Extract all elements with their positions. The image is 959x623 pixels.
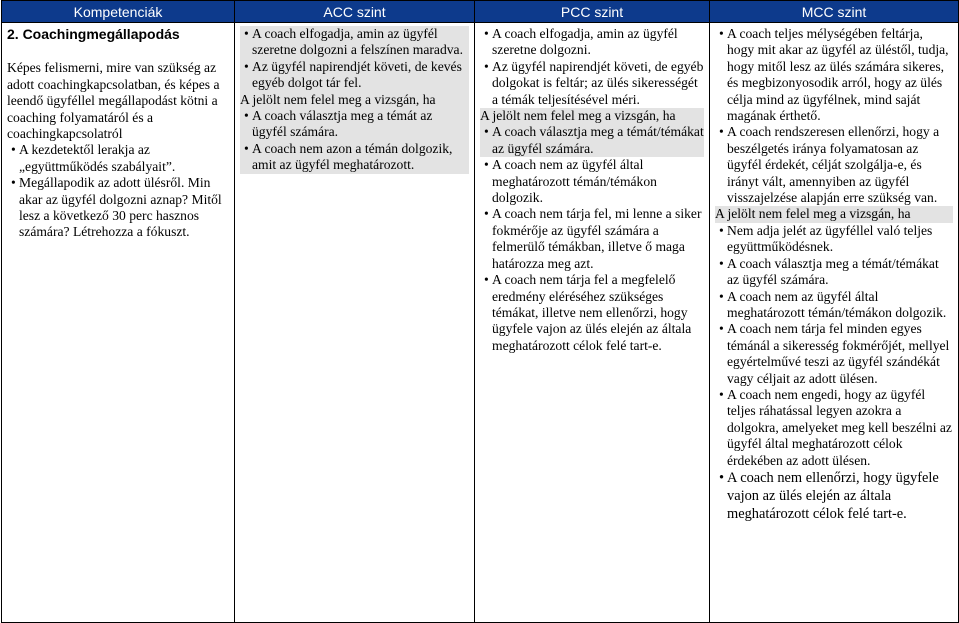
competency-bullet: • Megállapodik az adott ülésről. Min akar az ügyfél dolgozni aznap? Mitől lesz a következő 30 perc hasznos számára? Létrehozza a fókuszt. bbox=[7, 175, 229, 241]
pcc-bullet: • A coach elfogadja, amin az ügyfél szeretne dolgozni. bbox=[480, 26, 704, 59]
header-competencies: Kompetenciák bbox=[2, 1, 235, 23]
mcc-bullet: • A coach rendszeresen ellenőrzi, hogy a beszélgetés iránya folyamatosan az ügyfél érdekét, célját szolgálja-e, és irányt vált, amennyiben az ügyfél visszajelzése alapján erre szükség van. bbox=[715, 124, 953, 206]
acc-bullet: • A coach elfogadja, amin az ügyfél szeretne dolgozni a felszínen maradva. bbox=[240, 26, 469, 59]
acc-cell bbox=[235, 23, 475, 623]
competency-title: 2. Coachingmegállapodás bbox=[7, 26, 180, 42]
pcc-fail-bullet: • A coach nem az ügyfél által meghatározott témán/témákon dolgozik. bbox=[480, 157, 704, 206]
pcc-fail-bullet: • A coach nem tárja fel, mi lenne a siker fokmérője az ügyfél számára a felmerülő témákban, illetve ő maga határozza meg azt. bbox=[480, 206, 704, 272]
competency-cell bbox=[2, 23, 235, 623]
acc-fail-bullet: • A coach választja meg a témát az ügyfél számára. bbox=[240, 108, 469, 141]
acc-fail-lead: A jelölt nem felel meg a vizsgán, ha bbox=[240, 92, 469, 108]
acc-bullet: • Az ügyfél napirendjét követi, de kevés egyéb dolgot tár fel. bbox=[240, 59, 469, 92]
header-pcc-level: PCC szint bbox=[475, 1, 710, 23]
competency-table bbox=[1, 0, 959, 623]
mcc-cell bbox=[710, 23, 959, 623]
pcc-fail-bullet: • A coach nem tárja fel a megfelelő eredmény eléréséhez szükséges témákat, illetve nem ellenőrzi, hogy ügyfele vajon az ülés elején az általa meghatározott célok felé tart-e. bbox=[480, 272, 704, 354]
mcc-fail-bullet: • A coach nem engedi, hogy az ügyfél teljes ráhatással legyen azokra a dolgokra, amelyeket meg kell beszélni az ügyfél által meghatározott célok érdekében az adott ülésen. bbox=[715, 387, 953, 469]
competency-bullet: • A kezdetektől lerakja az „együttműködés szabályait”. bbox=[7, 142, 229, 175]
acc-fail-bullet: • A coach nem azon a témán dolgozik, amit az ügyfél meghatározott. bbox=[240, 141, 469, 174]
mcc-bullet: • A coach teljes mélységében feltárja, hogy mit akar az ügyfél az üléstől, tudja, hogy mitől lesz az ülés számára sikeres, és megbizonyosodik arról, hogy az ülés célja mind az ügyfélnek, mind saját magának érthető. bbox=[715, 26, 953, 124]
mcc-fail-lead: A jelölt nem felel meg a vizsgán, ha bbox=[715, 206, 953, 222]
mcc-fail-bullet: • A coach nem tárja fel minden egyes témánál a sikeresség fokmérőjét, mellyel egyértelművé teszi az ügyfél szándékát vagy céljait az adott ülésen. bbox=[715, 321, 953, 387]
mcc-fail-bullet: • A coach választja meg a témát/témákat az ügyfél számára. bbox=[715, 256, 953, 289]
mcc-fail-bullet: • A coach nem ellenőrzi, hogy ügyfele vajon az ülés elején az általa meghatározott célok felé tart-e. bbox=[715, 469, 953, 524]
pcc-bullet: • Az ügyfél napirendjét követi, de egyéb dolgokat is feltár; az ülés sikerességét a témák teljesítésével méri. bbox=[480, 59, 704, 108]
mcc-fail-bullet: • Nem adja jelét az ügyféllel való teljes együttműködésnek. bbox=[715, 223, 953, 256]
pcc-fail-lead: A jelölt nem felel meg a vizsgán, ha bbox=[480, 108, 704, 124]
header-row bbox=[2, 1, 959, 23]
pcc-fail-bullet: • A coach választja meg a témát/témákat az ügyfél számára. bbox=[480, 124, 704, 157]
header-mcc-level: MCC szint bbox=[710, 1, 959, 23]
mcc-fail-bullet: • A coach nem az ügyfél által meghatározott témán/témákon dolgozik. bbox=[715, 289, 953, 322]
pcc-cell bbox=[475, 23, 710, 623]
competency-description: Képes felismerni, mire van szükség az adott coachingkapcsolatban, és képes a leendő ügyféllel megállapodást kötni a coaching folyamatáról és a coachingkapcsolatról bbox=[7, 60, 220, 142]
table-row bbox=[2, 23, 959, 623]
header-acc-level: ACC szint bbox=[235, 1, 475, 23]
